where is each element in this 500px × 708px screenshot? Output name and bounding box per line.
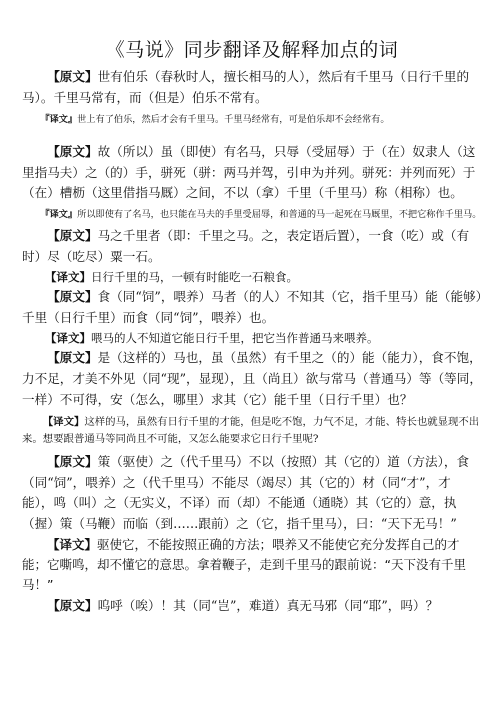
translation-tag: 【译文】 xyxy=(45,331,91,346)
paragraph-translation-5 xyxy=(22,414,482,448)
original-text: 马之千里者（即：千里之马。之，表定语后置），一食（吃）或（有时）尽（吃尽）粟一石。 xyxy=(22,227,470,264)
paragraph-original-7 xyxy=(22,596,482,617)
translation-tag: 【译文】 xyxy=(45,270,91,285)
page-title: 《马说》同步翻译及解释加点的词 xyxy=(105,39,399,61)
paragraph-translation-6 xyxy=(22,535,482,596)
paragraph-original-5 xyxy=(22,348,482,410)
translation-text: 所以即使有了名马，也只能在马夫的手里受屈辱，和普通的马一起死在马厩里，不把它称作千里马。 xyxy=(77,208,482,220)
paragraph-translation-1 xyxy=(22,112,482,128)
original-tag: 【原文】 xyxy=(47,144,98,160)
paragraph-translation-3 xyxy=(22,267,482,287)
original-text: 是（这样的）马也，虽（虽然）有千里之（的）能（能力），食不饱，力不足，才美不外见（同“现”，显现），且（尚且）欲与常马（普通马）等（等同，一样）不可得，安（怎么，哪里）求其（它）能千里（日行千里）也？ xyxy=(22,350,482,407)
translation-tag: 【译文】 xyxy=(42,416,85,429)
original-text: 食（同“饲”，喂养）马者（的人）不知其（它，指千里马）能（能够）千里（日行千里）而食（同“饲”，喂养）也。 xyxy=(22,289,482,325)
original-text: 世有伯乐（春秋时人，擅长相马的人），然后有千里马（日行千里的马）。千里马常有，而（但是）伯乐不常有。 xyxy=(22,69,470,105)
original-tag: 【原文】 xyxy=(47,597,98,613)
translation-tag: 『译文』 xyxy=(40,114,78,126)
paragraph-original-2 xyxy=(22,142,482,204)
original-tag: 【原文】 xyxy=(47,454,98,470)
original-tag: 【原文】 xyxy=(47,350,98,366)
translation-text: 日行千里的马，一顿有时能吃一石粮食。 xyxy=(91,270,298,285)
translation-text: 这样的马，虽然有日行千里的才能，但是吃不饱，力气不足，才能、特长也就显现不出来。想要跟普通马等同尚且不可能，又怎么能要求它日行千里呢? xyxy=(22,416,480,446)
paragraph-original-3 xyxy=(22,226,482,267)
translation-text: 驱使它，不能按照正确的方法；喂养又不能使它充分发挥自己的才能；它嘶鸣，却不懂它的意思。拿着鞭子，走到千里马的跟前说：“天下没有千里马！” xyxy=(22,536,466,593)
paragraph-translation-2 xyxy=(22,207,482,223)
paragraph-translation-4 xyxy=(22,328,482,348)
translation-text: 世上有了伯乐，然后才会有千里马。千里马经常有，可是伯乐却不会经常有。 xyxy=(77,114,390,126)
original-tag: 【原文】 xyxy=(47,289,98,305)
translation-tag: 『译文』 xyxy=(40,208,78,220)
paragraph-original-6 xyxy=(22,452,482,534)
original-text: 策（驱使）之（代千里马）不以（按照）其（它的）道（方法），食（同“饲”，喂养）之（代千里马）不能尽（竭尽）其（它的）材（同“才”，才能），鸣（叫）之（无实义，不译）而（却）不能通（通晓）其（它的）意，执（握）策（马鞭）而临（到……跟前）之（它，指千里马），曰：“天下无马！” xyxy=(22,454,470,531)
translation-text: 喂马的人不知道它能日行千里，把它当作普通马来喂养。 xyxy=(91,331,379,346)
paragraph-original-1 xyxy=(22,67,482,108)
original-tag: 【原文】 xyxy=(47,227,98,243)
original-text: 故（所以）虽（即使）有名马，只辱（受屈辱）于（在）奴隶人（这里指马夫）之（的）手，骈死（骈：两马并驾，引申为并列。骈死：并列而死）于（在）槽枥（这里借指马厩）之间，不以（拿）千里（千里马）称（相称）也。 xyxy=(22,144,476,201)
original-text: 呜呼（唉）！其（同“岂”，难道）真无马邪（同“耶”，吗）？ xyxy=(97,597,439,613)
original-tag: 【原文】 xyxy=(47,69,98,84)
translation-tag: 【译文】 xyxy=(47,536,98,552)
paragraph-original-4 xyxy=(22,287,482,328)
